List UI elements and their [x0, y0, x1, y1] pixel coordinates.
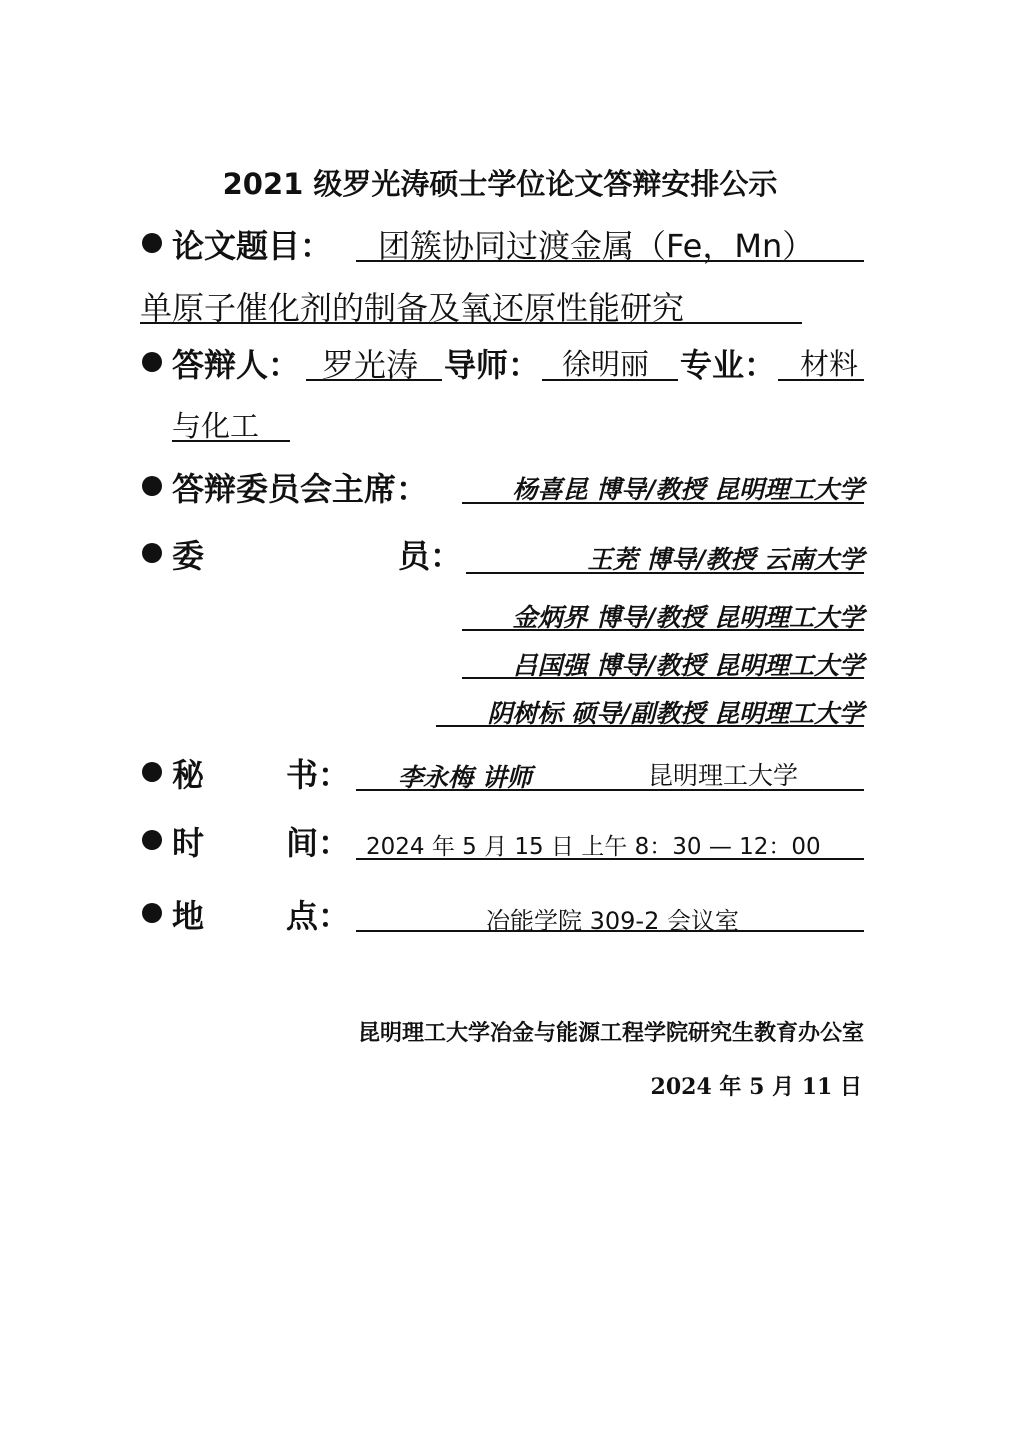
secretary-label-b: 书：	[286, 756, 351, 794]
defender-name: 罗光涛	[322, 346, 419, 384]
bullet-icon	[142, 233, 162, 253]
notice-title: 2021 级罗光涛硕士学位论文答辩安排公示	[222, 167, 778, 201]
place-underline	[356, 930, 864, 932]
secretary-affiliation: 昆明理工大学	[648, 761, 799, 790]
major-part1: 材料	[800, 347, 859, 381]
chair-value: 杨喜昆 博导/教授 昆明理工大学	[512, 475, 864, 504]
issuing-office: 昆明理工大学冶金与能源工程学院研究生教育办公室	[357, 1020, 864, 1046]
member-label-a: 委	[172, 537, 205, 575]
member-underline	[462, 629, 864, 631]
advisor-name: 徐明丽	[562, 347, 650, 381]
member-row: 王茺 博导/教授 云南大学	[587, 545, 864, 574]
major-underline-1	[778, 379, 864, 381]
bullet-icon	[142, 762, 162, 782]
bullet-icon	[142, 543, 162, 563]
chair-label: 答辩委员会主席：	[172, 470, 429, 508]
thesis-title-line2: 单原子催化剂的制备及氧还原性能研究	[140, 289, 685, 327]
thesis-underline-1	[356, 260, 864, 262]
secretary-name: 李永梅 讲师	[398, 763, 532, 792]
thesis-title-line1: 团簇协同过渡金属（Fe，Mn）	[378, 227, 815, 265]
major-label: 专业：	[680, 346, 777, 384]
place-label-b: 点：	[286, 897, 351, 935]
advisor-underline	[542, 379, 678, 381]
bullet-icon	[142, 476, 162, 496]
bullet-icon	[142, 352, 162, 372]
member-row: 金炳界 博导/教授 昆明理工大学	[512, 603, 864, 632]
thesis-underline-2	[140, 322, 802, 324]
chair-underline	[462, 502, 864, 504]
bullet-icon	[142, 903, 162, 923]
time-label-a: 时	[172, 824, 205, 862]
major-underline-2	[172, 440, 290, 442]
time-label-b: 间：	[286, 824, 351, 862]
place-value: 冶能学院 309-2 会议室	[486, 907, 739, 935]
member-underline	[466, 572, 864, 574]
advisor-label: 导师：	[444, 346, 541, 384]
time-value: 2024 年 5 月 15 日 上午 8：30 — 12：00	[366, 834, 821, 860]
member-label-b: 员：	[398, 537, 463, 575]
place-label-a: 地	[172, 897, 205, 935]
issue-date: 2024 年 5 月 11 日	[650, 1074, 862, 1100]
time-underline	[356, 858, 864, 860]
member-underline	[436, 725, 864, 727]
thesis-label: 论文题目：	[172, 227, 333, 265]
member-underline	[462, 677, 864, 679]
major-part2: 与化工	[172, 409, 260, 443]
member-row: 吕国强 博导/教授 昆明理工大学	[512, 651, 864, 680]
defender-underline	[306, 379, 442, 381]
secretary-label-a: 秘	[172, 756, 205, 794]
defender-label: 答辩人：	[172, 346, 301, 384]
bullet-icon	[142, 830, 162, 850]
secretary-underline	[356, 789, 864, 791]
member-row: 阴树标 硕导/副教授 昆明理工大学	[487, 699, 864, 728]
